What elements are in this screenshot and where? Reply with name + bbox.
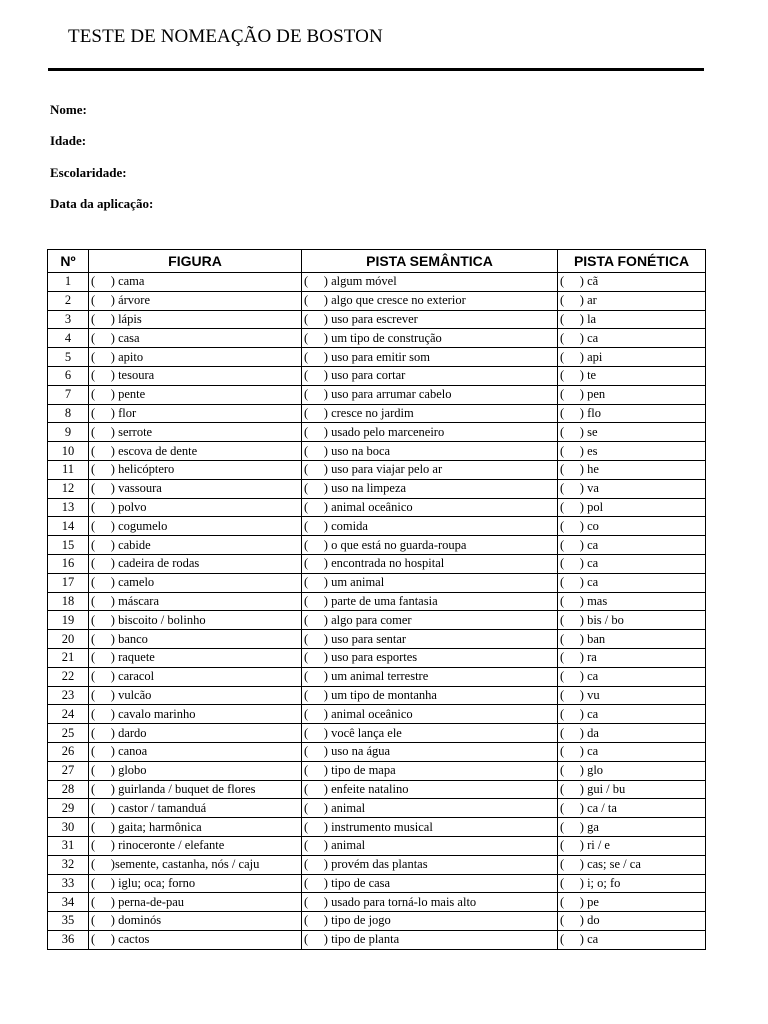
pista-semantica-cell: ( ) enfeite natalino — [302, 780, 558, 799]
row-number-cell: 11 — [48, 460, 89, 479]
row-number-cell: 35 — [48, 912, 89, 931]
row-number-cell: 32 — [48, 855, 89, 874]
header-pista-fonetica: PISTA FONÉTICA — [558, 250, 706, 273]
figura-cell: ( ) cogumelo — [89, 517, 302, 536]
row-number-cell: 1 — [48, 273, 89, 292]
table-row — [48, 442, 706, 461]
pista-fonetica-cell: ( ) ri / e — [558, 836, 706, 855]
table-row — [48, 273, 706, 292]
table-body — [48, 273, 706, 950]
table-row — [48, 592, 706, 611]
pista-semantica-cell: ( ) animal oceânico — [302, 705, 558, 724]
pista-semantica-cell: ( ) usado pelo marceneiro — [302, 423, 558, 442]
pista-fonetica-cell: ( ) ar — [558, 291, 706, 310]
figura-cell: ( ) cabide — [89, 536, 302, 555]
figura-cell: ( ) cama — [89, 273, 302, 292]
figura-cell: ( ) camelo — [89, 573, 302, 592]
row-number-cell: 17 — [48, 573, 89, 592]
table-row — [48, 573, 706, 592]
document-title: TESTE DE NOMEAÇÃO DE BOSTON — [68, 26, 383, 47]
pista-fonetica-cell: ( ) flo — [558, 404, 706, 423]
pista-semantica-cell: ( ) algum móvel — [302, 273, 558, 292]
table-row — [48, 348, 706, 367]
pista-semantica-cell: ( ) algo que cresce no exterior — [302, 291, 558, 310]
pista-semantica-cell: ( ) provém das plantas — [302, 855, 558, 874]
row-number-cell: 8 — [48, 404, 89, 423]
pista-fonetica-cell: ( ) ca — [558, 930, 706, 949]
figura-cell: ( )semente, castanha, nós / caju — [89, 855, 302, 874]
pista-fonetica-cell: ( ) he — [558, 460, 706, 479]
pista-semantica-cell: ( ) tipo de jogo — [302, 912, 558, 931]
table-row — [48, 310, 706, 329]
row-number-cell: 22 — [48, 667, 89, 686]
table-row — [48, 479, 706, 498]
pista-semantica-cell: ( ) cresce no jardim — [302, 404, 558, 423]
pista-semantica-cell: ( ) um animal — [302, 573, 558, 592]
figura-cell: ( ) flor — [89, 404, 302, 423]
figura-cell: ( ) iglu; oca; forno — [89, 874, 302, 893]
figura-cell: ( ) polvo — [89, 498, 302, 517]
table-row — [48, 329, 706, 348]
row-number-cell: 19 — [48, 611, 89, 630]
pista-semantica-cell: ( ) uso na boca — [302, 442, 558, 461]
table-row — [48, 498, 706, 517]
pista-semantica-cell: ( ) um tipo de montanha — [302, 686, 558, 705]
pista-fonetica-cell: ( ) ca — [558, 554, 706, 573]
pista-semantica-cell: ( ) um tipo de construção — [302, 329, 558, 348]
pista-semantica-cell: ( ) tipo de planta — [302, 930, 558, 949]
row-number-cell: 5 — [48, 348, 89, 367]
figura-cell: ( ) escova de dente — [89, 442, 302, 461]
pista-fonetica-cell: ( ) co — [558, 517, 706, 536]
row-number-cell: 16 — [48, 554, 89, 573]
figura-cell: ( ) vulcão — [89, 686, 302, 705]
pista-semantica-cell: ( ) o que está no guarda-roupa — [302, 536, 558, 555]
table-row — [48, 460, 706, 479]
table-row — [48, 724, 706, 743]
pista-semantica-cell: ( ) uso para arrumar cabelo — [302, 385, 558, 404]
field-schooling-label: Escolaridade: — [50, 165, 127, 180]
row-number-cell: 4 — [48, 329, 89, 348]
figura-cell: ( ) castor / tamanduá — [89, 799, 302, 818]
figura-cell: ( ) banco — [89, 630, 302, 649]
pista-semantica-cell: ( ) uso na água — [302, 742, 558, 761]
table-row — [48, 611, 706, 630]
pista-semantica-cell: ( ) uso para escrever — [302, 310, 558, 329]
figura-cell: ( ) dardo — [89, 724, 302, 743]
table-row — [48, 423, 706, 442]
row-number-cell: 34 — [48, 893, 89, 912]
table-row — [48, 536, 706, 555]
figura-cell: ( ) serrote — [89, 423, 302, 442]
row-number-cell: 24 — [48, 705, 89, 724]
table-row — [48, 554, 706, 573]
pista-fonetica-cell: ( ) cas; se / ca — [558, 855, 706, 874]
pista-semantica-cell: ( ) tipo de mapa — [302, 761, 558, 780]
pista-fonetica-cell: ( ) ca — [558, 667, 706, 686]
pista-semantica-cell: ( ) parte de uma fantasia — [302, 592, 558, 611]
pista-fonetica-cell: ( ) pen — [558, 385, 706, 404]
row-number-cell: 23 — [48, 686, 89, 705]
pista-semantica-cell: ( ) usado para torná-lo mais alto — [302, 893, 558, 912]
header-number: Nº — [48, 250, 89, 273]
table-row — [48, 855, 706, 874]
pista-semantica-cell: ( ) animal oceânico — [302, 498, 558, 517]
row-number-cell: 31 — [48, 836, 89, 855]
table-row — [48, 761, 706, 780]
pista-semantica-cell: ( ) encontrada no hospital — [302, 554, 558, 573]
row-number-cell: 12 — [48, 479, 89, 498]
pista-fonetica-cell: ( ) ca — [558, 536, 706, 555]
pista-fonetica-cell: ( ) se — [558, 423, 706, 442]
table-row — [48, 667, 706, 686]
pista-fonetica-cell: ( ) ca — [558, 329, 706, 348]
table-row — [48, 836, 706, 855]
table-row — [48, 404, 706, 423]
table-row — [48, 366, 706, 385]
row-number-cell: 7 — [48, 385, 89, 404]
table-row — [48, 780, 706, 799]
pista-semantica-cell: ( ) um animal terrestre — [302, 667, 558, 686]
pista-fonetica-cell: ( ) api — [558, 348, 706, 367]
pista-fonetica-cell: ( ) pe — [558, 893, 706, 912]
row-number-cell: 6 — [48, 366, 89, 385]
figura-cell: ( ) caracol — [89, 667, 302, 686]
figura-cell: ( ) máscara — [89, 592, 302, 611]
table-row — [48, 930, 706, 949]
pista-semantica-cell: ( ) uso para sentar — [302, 630, 558, 649]
figura-cell: ( ) vassoura — [89, 479, 302, 498]
table-row — [48, 893, 706, 912]
figura-cell: ( ) cavalo marinho — [89, 705, 302, 724]
figura-cell: ( ) biscoito / bolinho — [89, 611, 302, 630]
table-row — [48, 705, 706, 724]
pista-semantica-cell: ( ) uso para viajar pelo ar — [302, 460, 558, 479]
figura-cell: ( ) globo — [89, 761, 302, 780]
pista-fonetica-cell: ( ) i; o; fo — [558, 874, 706, 893]
pista-semantica-cell: ( ) instrumento musical — [302, 818, 558, 837]
header-pista-semantica: PISTA SEMÂNTICA — [302, 250, 558, 273]
pista-semantica-cell: ( ) comida — [302, 517, 558, 536]
table-header-row — [48, 250, 706, 273]
field-name-label: Nome: — [50, 102, 87, 117]
pista-fonetica-cell: ( ) ca — [558, 705, 706, 724]
pista-fonetica-cell: ( ) mas — [558, 592, 706, 611]
pista-fonetica-cell: ( ) da — [558, 724, 706, 743]
header-figura: FIGURA — [89, 250, 302, 273]
row-number-cell: 2 — [48, 291, 89, 310]
pista-fonetica-cell: ( ) ca — [558, 573, 706, 592]
figura-cell: ( ) apito — [89, 348, 302, 367]
figura-cell: ( ) raquete — [89, 648, 302, 667]
table-row — [48, 517, 706, 536]
row-number-cell: 27 — [48, 761, 89, 780]
row-number-cell: 26 — [48, 742, 89, 761]
row-number-cell: 3 — [48, 310, 89, 329]
pista-semantica-cell: ( ) uso para esportes — [302, 648, 558, 667]
table-row — [48, 874, 706, 893]
figura-cell: ( ) guirlanda / buquet de flores — [89, 780, 302, 799]
table-row — [48, 818, 706, 837]
row-number-cell: 9 — [48, 423, 89, 442]
field-date-label: Data da aplicação: — [50, 196, 154, 211]
row-number-cell: 36 — [48, 930, 89, 949]
figura-cell: ( ) dominós — [89, 912, 302, 931]
table-row — [48, 385, 706, 404]
table-row — [48, 291, 706, 310]
table-row — [48, 648, 706, 667]
figura-cell: ( ) casa — [89, 329, 302, 348]
figura-cell: ( ) gaita; harmônica — [89, 818, 302, 837]
pista-fonetica-cell: ( ) ca — [558, 742, 706, 761]
pista-fonetica-cell: ( ) do — [558, 912, 706, 931]
pista-fonetica-cell: ( ) es — [558, 442, 706, 461]
table-row — [48, 742, 706, 761]
pista-semantica-cell: ( ) animal — [302, 799, 558, 818]
pista-semantica-cell: ( ) animal — [302, 836, 558, 855]
figura-cell: ( ) perna-de-pau — [89, 893, 302, 912]
row-number-cell: 20 — [48, 630, 89, 649]
naming-test-table — [47, 249, 706, 950]
pista-semantica-cell: ( ) tipo de casa — [302, 874, 558, 893]
row-number-cell: 10 — [48, 442, 89, 461]
row-number-cell: 30 — [48, 818, 89, 837]
pista-fonetica-cell: ( ) bis / bo — [558, 611, 706, 630]
title-divider — [48, 68, 704, 71]
pista-semantica-cell: ( ) algo para comer — [302, 611, 558, 630]
pista-fonetica-cell: ( ) vu — [558, 686, 706, 705]
pista-semantica-cell: ( ) uso na limpeza — [302, 479, 558, 498]
figura-cell: ( ) lápis — [89, 310, 302, 329]
pista-fonetica-cell: ( ) ra — [558, 648, 706, 667]
figura-cell: ( ) árvore — [89, 291, 302, 310]
pista-fonetica-cell: ( ) ca / ta — [558, 799, 706, 818]
figura-cell: ( ) canoa — [89, 742, 302, 761]
row-number-cell: 13 — [48, 498, 89, 517]
table-row — [48, 630, 706, 649]
row-number-cell: 21 — [48, 648, 89, 667]
table-row — [48, 686, 706, 705]
field-age-label: Idade: — [50, 133, 87, 148]
pista-fonetica-cell: ( ) va — [558, 479, 706, 498]
row-number-cell: 29 — [48, 799, 89, 818]
row-number-cell: 15 — [48, 536, 89, 555]
figura-cell: ( ) cactos — [89, 930, 302, 949]
pista-semantica-cell: ( ) uso para cortar — [302, 366, 558, 385]
row-number-cell: 33 — [48, 874, 89, 893]
pista-fonetica-cell: ( ) ban — [558, 630, 706, 649]
table-row — [48, 799, 706, 818]
figura-cell: ( ) cadeira de rodas — [89, 554, 302, 573]
row-number-cell: 18 — [48, 592, 89, 611]
pista-fonetica-cell: ( ) ga — [558, 818, 706, 837]
row-number-cell: 14 — [48, 517, 89, 536]
figura-cell: ( ) helicóptero — [89, 460, 302, 479]
figura-cell: ( ) rinoceronte / elefante — [89, 836, 302, 855]
pista-semantica-cell: ( ) uso para emitir som — [302, 348, 558, 367]
pista-fonetica-cell: ( ) la — [558, 310, 706, 329]
figura-cell: ( ) pente — [89, 385, 302, 404]
pista-fonetica-cell: ( ) gui / bu — [558, 780, 706, 799]
pista-fonetica-cell: ( ) glo — [558, 761, 706, 780]
pista-fonetica-cell: ( ) cã — [558, 273, 706, 292]
figura-cell: ( ) tesoura — [89, 366, 302, 385]
pista-fonetica-cell: ( ) pol — [558, 498, 706, 517]
row-number-cell: 25 — [48, 724, 89, 743]
table-row — [48, 912, 706, 931]
row-number-cell: 28 — [48, 780, 89, 799]
pista-fonetica-cell: ( ) te — [558, 366, 706, 385]
pista-semantica-cell: ( ) você lança ele — [302, 724, 558, 743]
